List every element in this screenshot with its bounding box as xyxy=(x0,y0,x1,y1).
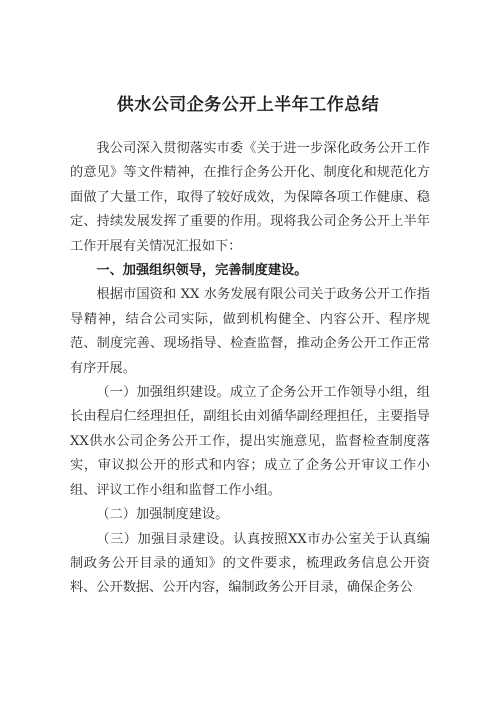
section-heading-1: 一、加强组织领导，完善制度建设。 xyxy=(96,263,308,279)
subsection-system-paragraph: （二）加强制度建设。 xyxy=(96,507,229,523)
document-body xyxy=(70,137,430,601)
document-title: 供水公司企务公开上半年工作总结 xyxy=(116,95,380,115)
subsection-organization-paragraph: （一）加强组织建设。成立了企务公开工作领导小组，组长由程启仁经理担任，副组长由刘循华副经理担任，主要指导XX供水公司企务公开工作，提出实施意见，监督检查制度落实，审议拟公开的形式和内容；成立了企务公开审议工作小组、评议工作小组和监督工作小组。 xyxy=(70,385,430,498)
section-1-paragraph: 根据市国资和 XX 水务发展有限公司关于政务公开工作指导精神，结合公司实际，做到机构健全、内容公开、程序规范、制度完善、现场指导、检查监督，推动企务公开工作正常有序开展。 xyxy=(70,287,430,376)
intro-paragraph: 我公司深入贯彻落实市委《关于进一步深化政务公开工作的意见》等文件精神，在推行企务公开化、制度化和规范化方面做了大量工作，取得了较好成效，为保障各项工作健康、稳定、持续发展发挥了重要的作用。现将我公司企务公开上半年工作开展有关情况汇报如下： xyxy=(70,141,430,254)
subsection-catalog-paragraph: （三）加强目录建设。认真按照XX市办公室关于认真编制政务公开目录的通知》的文件要求，梳理政务信息公开资料、公开数据、公开内容，编制政务公开目录，确保企务公 xyxy=(70,531,430,596)
